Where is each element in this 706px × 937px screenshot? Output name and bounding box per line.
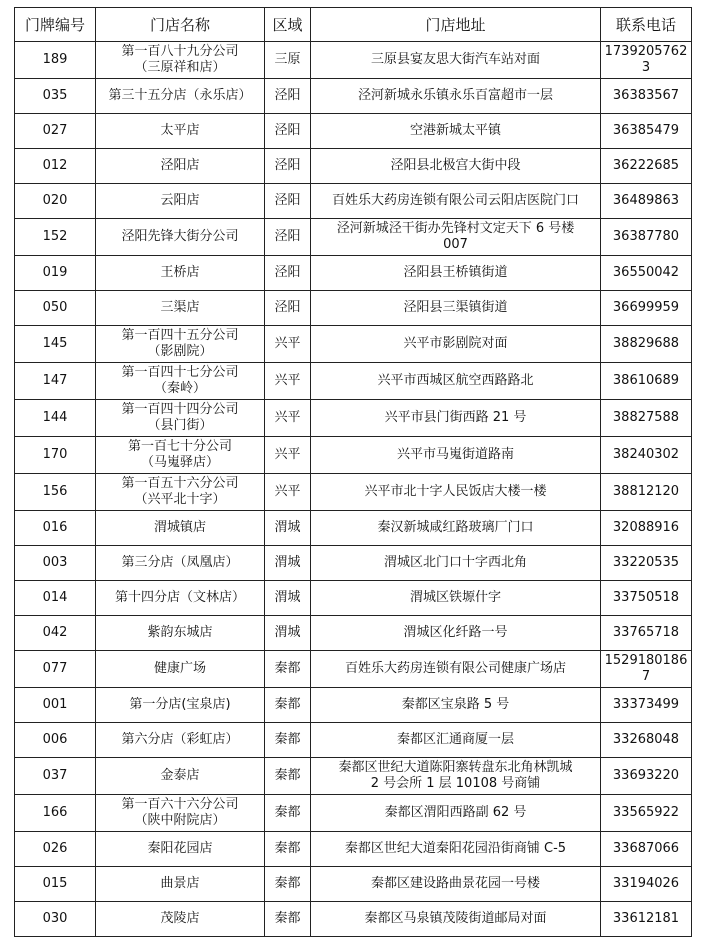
address-cell: 秦都区世纪大道陈阳寨转盘东北角林凯城 2 号会所 1 层 10108 号商铺 — [311, 758, 601, 795]
phone-cell: 33565922 — [601, 795, 692, 832]
phone-cell: 36489863 — [601, 184, 692, 219]
phone-cell: 38829688 — [601, 326, 692, 363]
store-number-cell: 166 — [15, 795, 96, 832]
phone-cell: 38827588 — [601, 400, 692, 437]
address-cell: 百姓乐大药房连锁有限公司健康广场店 — [311, 651, 601, 688]
header-store-name: 门店名称 — [96, 8, 265, 42]
phone-cell: 38610689 — [601, 363, 692, 400]
area-cell: 秦都 — [265, 688, 311, 723]
table-row — [15, 511, 692, 546]
store-name-cell: 太平店 — [96, 114, 265, 149]
address-cell: 泾阳县北极宫大街中段 — [311, 149, 601, 184]
store-name-cell: 三渠店 — [96, 291, 265, 326]
table-row — [15, 795, 692, 832]
store-name-cell: 第一百六十六分公司 （陕中附院店） — [96, 795, 265, 832]
table-row — [15, 902, 692, 937]
address-cell: 兴平市西城区航空西路路北 — [311, 363, 601, 400]
store-name-cell: 第六分店（彩虹店） — [96, 723, 265, 758]
store-name-cell: 第一分店(宝泉店) — [96, 688, 265, 723]
phone-cell: 33612181 — [601, 902, 692, 937]
area-cell: 泾阳 — [265, 256, 311, 291]
address-cell: 秦都区马泉镇茂陵街道邮局对面 — [311, 902, 601, 937]
store-number-cell: 035 — [15, 79, 96, 114]
phone-cell: 33687066 — [601, 832, 692, 867]
store-name-cell: 曲景店 — [96, 867, 265, 902]
phone-cell: 33693220 — [601, 758, 692, 795]
store-name-cell: 渭城镇店 — [96, 511, 265, 546]
area-cell: 兴平 — [265, 400, 311, 437]
table-row — [15, 758, 692, 795]
store-number-cell: 016 — [15, 511, 96, 546]
table-row — [15, 651, 692, 688]
store-name-cell: 第三十五分店（永乐店） — [96, 79, 265, 114]
table-row — [15, 546, 692, 581]
table-row — [15, 79, 692, 114]
store-name-cell: 第一百四十七分公司 （秦岭） — [96, 363, 265, 400]
address-cell: 兴平市县门街西路 21 号 — [311, 400, 601, 437]
area-cell: 秦都 — [265, 902, 311, 937]
table-row — [15, 149, 692, 184]
store-name-cell: 健康广场 — [96, 651, 265, 688]
store-name-cell: 第一百四十五分公司 （影剧院） — [96, 326, 265, 363]
table-row — [15, 581, 692, 616]
store-name-cell: 茂陵店 — [96, 902, 265, 937]
table-row — [15, 363, 692, 400]
address-cell: 兴平市影剧院对面 — [311, 326, 601, 363]
address-cell: 百姓乐大药房连锁有限公司云阳店医院门口 — [311, 184, 601, 219]
phone-cell: 36699959 — [601, 291, 692, 326]
table-row — [15, 291, 692, 326]
store-number-cell: 050 — [15, 291, 96, 326]
phone-cell: 36387780 — [601, 219, 692, 256]
table-row — [15, 616, 692, 651]
address-cell: 兴平市北十字人民饭店大楼一楼 — [311, 474, 601, 511]
phone-cell: 36383567 — [601, 79, 692, 114]
table-row — [15, 114, 692, 149]
phone-cell: 33373499 — [601, 688, 692, 723]
table-row — [15, 42, 692, 79]
store-number-cell: 147 — [15, 363, 96, 400]
store-name-cell: 第一百五十六分公司 （兴平北十字） — [96, 474, 265, 511]
store-name-cell: 第十四分店（文林店） — [96, 581, 265, 616]
store-name-cell: 紫韵东城店 — [96, 616, 265, 651]
store-number-cell: 189 — [15, 42, 96, 79]
area-cell: 泾阳 — [265, 79, 311, 114]
header-phone: 联系电话 — [601, 8, 692, 42]
store-number-cell: 014 — [15, 581, 96, 616]
store-number-cell: 144 — [15, 400, 96, 437]
area-cell: 兴平 — [265, 474, 311, 511]
area-cell: 秦都 — [265, 832, 311, 867]
store-number-cell: 026 — [15, 832, 96, 867]
store-number-cell: 001 — [15, 688, 96, 723]
table-row — [15, 326, 692, 363]
header-area: 区域 — [265, 8, 311, 42]
area-cell: 泾阳 — [265, 219, 311, 256]
table-body — [15, 42, 692, 937]
table-row — [15, 184, 692, 219]
area-cell: 秦都 — [265, 651, 311, 688]
area-cell: 渭城 — [265, 546, 311, 581]
address-cell: 渭城区铁塬什字 — [311, 581, 601, 616]
header-address: 门店地址 — [311, 8, 601, 42]
phone-cell: 33750518 — [601, 581, 692, 616]
header-store-number: 门牌编号 — [15, 8, 96, 42]
address-cell: 泾河新城永乐镇永乐百富超市一层 — [311, 79, 601, 114]
store-name-cell: 第一百八十九分公司 （三原祥和店） — [96, 42, 265, 79]
store-number-cell: 006 — [15, 723, 96, 758]
address-cell: 秦都区宝泉路 5 号 — [311, 688, 601, 723]
store-name-cell: 王桥店 — [96, 256, 265, 291]
store-number-cell: 077 — [15, 651, 96, 688]
store-number-cell: 030 — [15, 902, 96, 937]
store-name-cell: 秦阳花园店 — [96, 832, 265, 867]
area-cell: 兴平 — [265, 437, 311, 474]
address-cell: 兴平市马嵬街道路南 — [311, 437, 601, 474]
store-number-cell: 156 — [15, 474, 96, 511]
store-name-cell: 第一百四十四分公司 （县门街） — [96, 400, 265, 437]
store-number-cell: 020 — [15, 184, 96, 219]
table-row — [15, 723, 692, 758]
address-cell: 渭城区化纤路一号 — [311, 616, 601, 651]
store-number-cell: 152 — [15, 219, 96, 256]
address-cell: 秦都区汇通商厦一层 — [311, 723, 601, 758]
address-cell: 秦都区渭阳西路副 62 号 — [311, 795, 601, 832]
store-table — [14, 7, 692, 937]
store-name-cell: 第三分店（凤凰店） — [96, 546, 265, 581]
store-name-cell: 泾阳店 — [96, 149, 265, 184]
table-row — [15, 474, 692, 511]
area-cell: 秦都 — [265, 795, 311, 832]
area-cell: 泾阳 — [265, 149, 311, 184]
phone-cell: 33765718 — [601, 616, 692, 651]
phone-cell: 36222685 — [601, 149, 692, 184]
address-cell: 泾河新城泾干街办先锋村文定天下 6 号楼 007 — [311, 219, 601, 256]
phone-cell: 38240302 — [601, 437, 692, 474]
table-row — [15, 437, 692, 474]
area-cell: 秦都 — [265, 723, 311, 758]
store-name-cell: 金泰店 — [96, 758, 265, 795]
table-row — [15, 832, 692, 867]
area-cell: 泾阳 — [265, 291, 311, 326]
store-number-cell: 170 — [15, 437, 96, 474]
phone-cell: 38812120 — [601, 474, 692, 511]
store-number-cell: 037 — [15, 758, 96, 795]
store-name-cell: 云阳店 — [96, 184, 265, 219]
address-cell: 泾阳县三渠镇街道 — [311, 291, 601, 326]
area-cell: 泾阳 — [265, 184, 311, 219]
phone-cell: 33268048 — [601, 723, 692, 758]
store-number-cell: 145 — [15, 326, 96, 363]
store-name-cell: 第一百七十分公司 （马嵬驿店） — [96, 437, 265, 474]
table-row — [15, 256, 692, 291]
phone-cell: 33194026 — [601, 867, 692, 902]
header-row — [15, 8, 692, 42]
area-cell: 泾阳 — [265, 114, 311, 149]
address-cell: 渭城区北门口十字西北角 — [311, 546, 601, 581]
table-row — [15, 867, 692, 902]
address-cell: 空港新城太平镇 — [311, 114, 601, 149]
area-cell: 兴平 — [265, 363, 311, 400]
area-cell: 三原 — [265, 42, 311, 79]
phone-cell: 32088916 — [601, 511, 692, 546]
address-cell: 秦汉新城咸红路玻璃厂门口 — [311, 511, 601, 546]
address-cell: 秦都区建设路曲景花园一号楼 — [311, 867, 601, 902]
address-cell: 泾阳县王桥镇街道 — [311, 256, 601, 291]
store-number-cell: 012 — [15, 149, 96, 184]
phone-cell: 15291801867 — [601, 651, 692, 688]
table-row — [15, 688, 692, 723]
area-cell: 兴平 — [265, 326, 311, 363]
address-cell: 秦都区世纪大道秦阳花园沿街商铺 C-5 — [311, 832, 601, 867]
address-cell: 三原县宴友思大街汽车站对面 — [311, 42, 601, 79]
area-cell: 渭城 — [265, 511, 311, 546]
store-name-cell: 泾阳先锋大街分公司 — [96, 219, 265, 256]
store-number-cell: 019 — [15, 256, 96, 291]
table-row — [15, 219, 692, 256]
area-cell: 渭城 — [265, 616, 311, 651]
store-number-cell: 015 — [15, 867, 96, 902]
phone-cell: 33220535 — [601, 546, 692, 581]
area-cell: 渭城 — [265, 581, 311, 616]
phone-cell: 36385479 — [601, 114, 692, 149]
store-number-cell: 042 — [15, 616, 96, 651]
store-number-cell: 003 — [15, 546, 96, 581]
phone-cell: 17392057623 — [601, 42, 692, 79]
area-cell: 秦都 — [265, 867, 311, 902]
table-row — [15, 400, 692, 437]
store-number-cell: 027 — [15, 114, 96, 149]
phone-cell: 36550042 — [601, 256, 692, 291]
area-cell: 秦都 — [265, 758, 311, 795]
